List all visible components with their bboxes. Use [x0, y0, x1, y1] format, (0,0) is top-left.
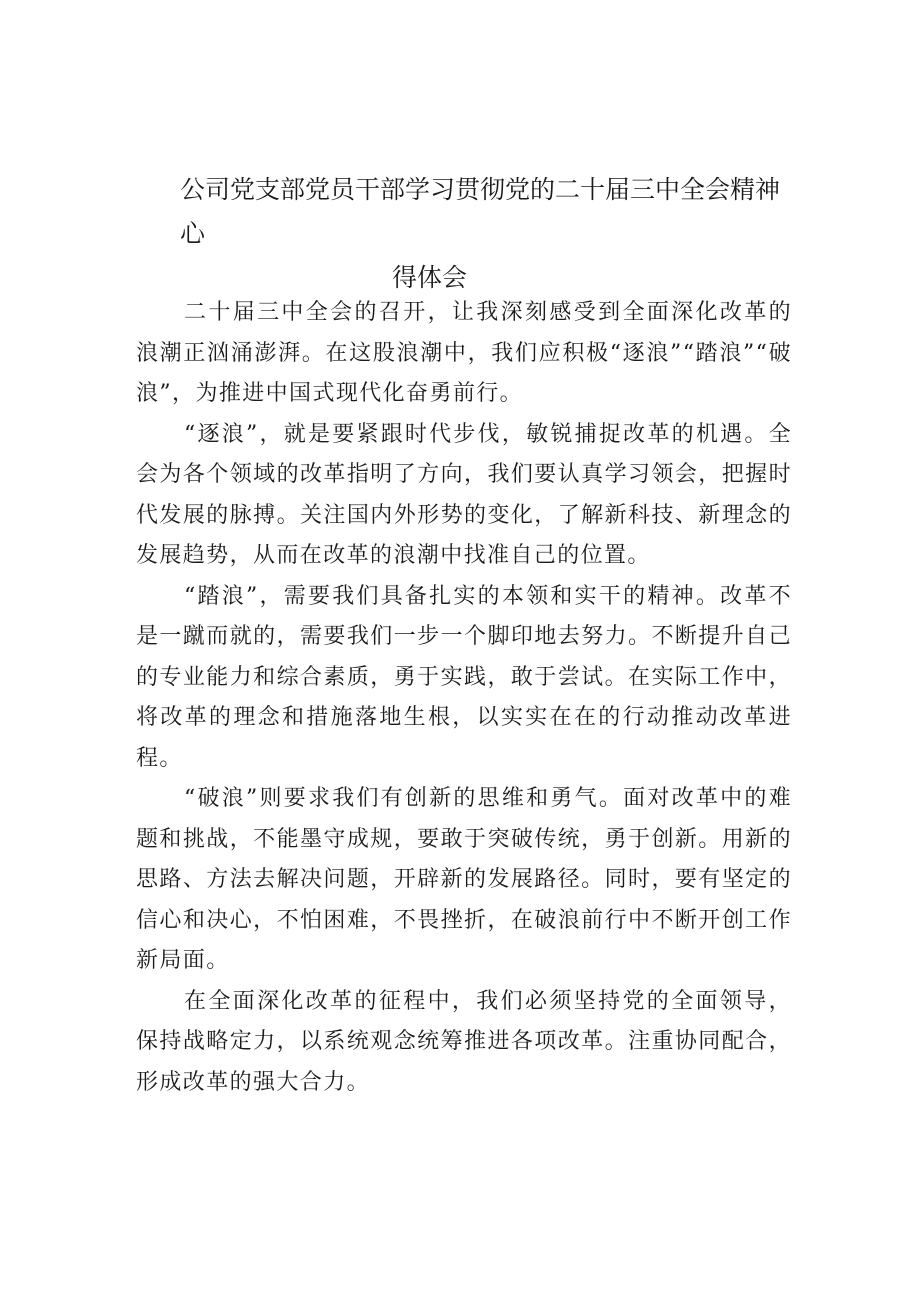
paragraph-2: “逐浪”，就是要紧跟时代步伐，敏锐捕捉改革的机遇。全会为各个领域的改革指明了方向，我们要认真学习领会，把握时代发展的脉搏。关注国内外形势的变化，了解新科技、新理念的发展趋势，从而在改革的浪潮中找准自己的位置。: [136, 421, 792, 568]
document-title-line-2: 得体会: [392, 263, 468, 292]
document-title-line-1: 公司党支部党员干部学习贯彻党的二十届三中全会精神心: [180, 175, 781, 248]
paragraph-3: “踏浪”，需要我们具备扎实的本领和实干的精神。改革不是一蹴而就的，需要我们一步一个脚印地去努力。不断提升自己的专业能力和综合素质，勇于实践，敢于尝试。在实际工作中，将改革的理念和措施落地生根，以实实在在的行动推动改革进程。: [136, 583, 792, 771]
paragraph-5: 在全面深化改革的征程中，我们必须坚持党的全面领导，保持战略定力，以系统观念统筹推进各项改革。注重协同配合，形成改革的强大合力。: [136, 988, 792, 1095]
document-title: [180, 168, 780, 300]
paragraph-4: “破浪”则要求我们有创新的思维和勇气。面对改革中的难题和挑战，不能墨守成规，要敢于突破传统，勇于创新。用新的思路、方法去解决问题，开辟新的发展路径。同时，要有坚定的信心和决心，不怕困难，不畏挫折，在破浪前行中不断开创工作新局面。: [136, 786, 792, 973]
document-body: [136, 293, 792, 1103]
paragraph-1: 二十届三中全会的召开，让我深刻感受到全面深化改革的浪潮正汹涌澎湃。在这股浪潮中，我们应积极“逐浪”“踏浪”“破浪”，为推进中国式现代化奋勇前行。: [136, 300, 792, 406]
